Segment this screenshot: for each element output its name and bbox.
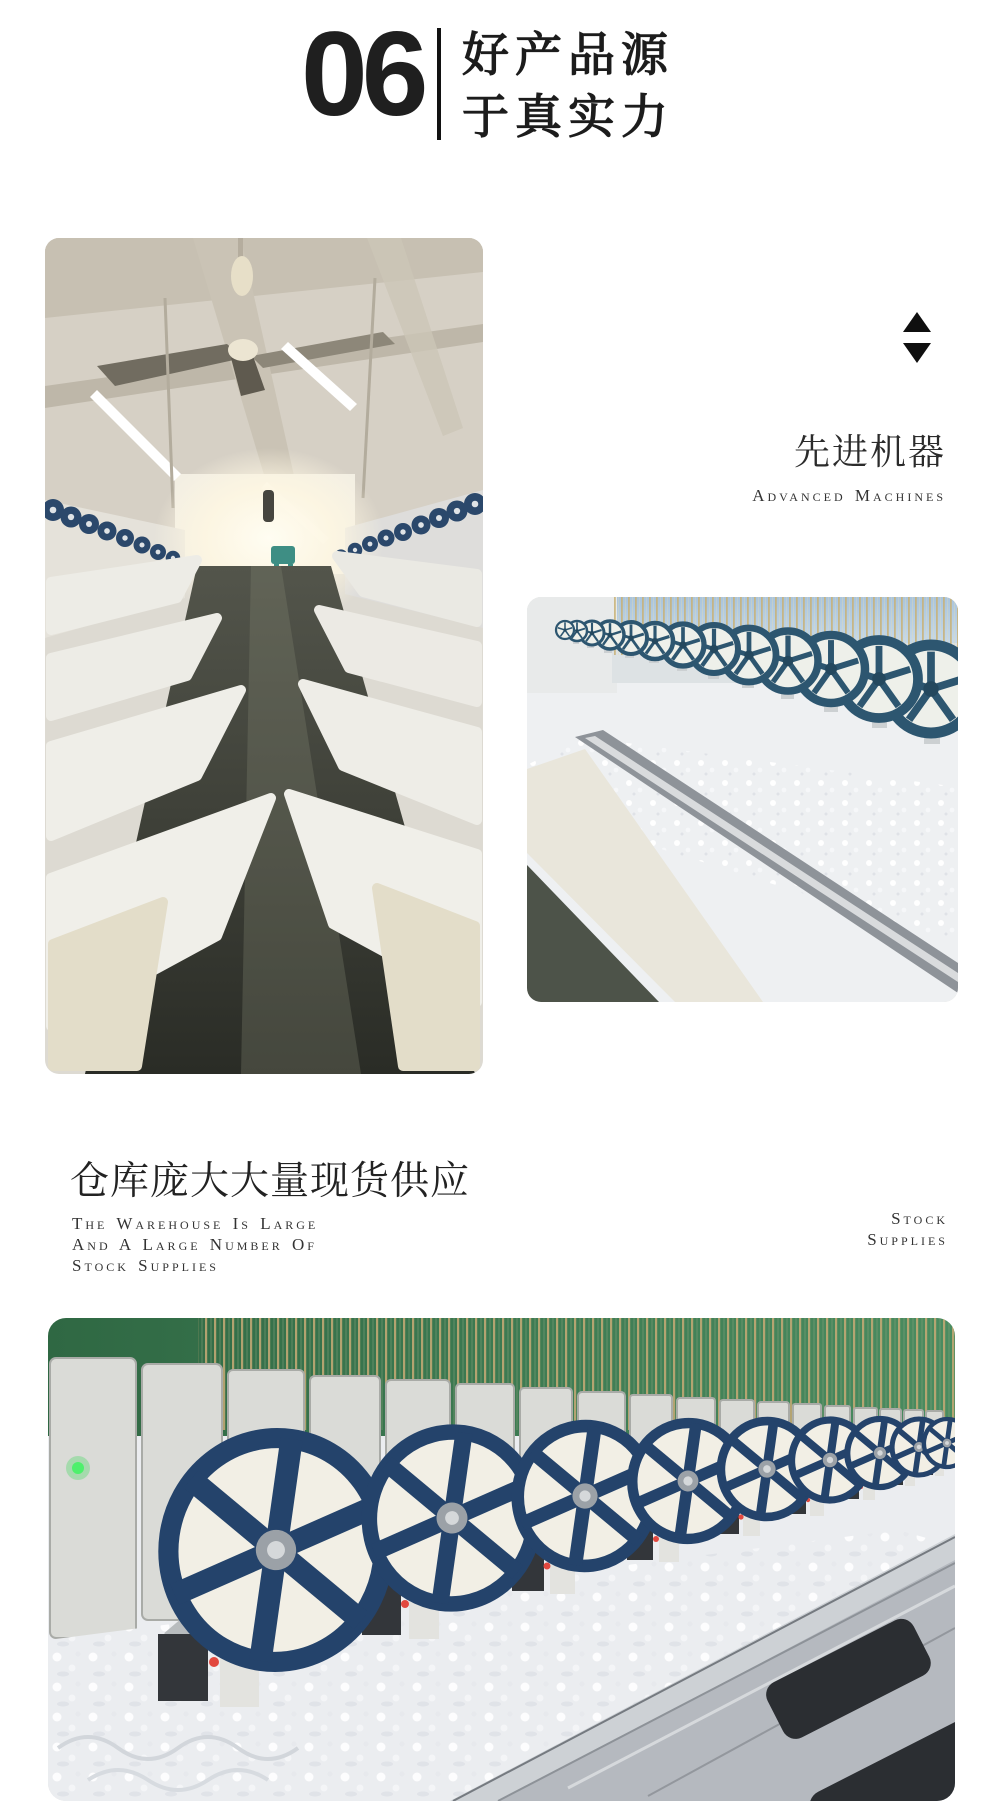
warehouse-machines-art (48, 1318, 955, 1801)
stock-subtitle (72, 1213, 318, 1276)
stock-side-line2: Supplies (867, 1230, 948, 1249)
header-divider (437, 28, 441, 140)
embroidery-machine-row-photo (527, 597, 958, 1002)
advanced-machines-subtitle: Advanced Machines (752, 486, 946, 505)
stock-heading: 仓库庞大大量现货供应 (70, 1160, 471, 1203)
advanced-machines-label-block (752, 424, 946, 506)
stock-side-label (867, 1208, 948, 1250)
green-led (72, 1462, 84, 1474)
worker-silhouette (263, 490, 274, 522)
stock-subtitle-line3: Stock Supplies (72, 1256, 219, 1275)
machine-row-art (527, 597, 958, 1002)
stock-subtitle-line1: The Warehouse Is Large (72, 1214, 319, 1233)
page-title-line2: 于真实力 (462, 90, 674, 143)
stock-subtitle-line2: And A Large Number Of (72, 1235, 317, 1254)
advanced-machines-title: 先进机器 (793, 431, 946, 472)
warehouse-stock-machines-photo (48, 1318, 955, 1801)
page-title-line1: 好产品源 (462, 28, 674, 81)
page-title (462, 24, 674, 148)
section-index-number: 06 (301, 7, 423, 141)
up-down-triangles-icon (903, 312, 931, 364)
stock-side-line1: Stock (891, 1209, 948, 1228)
factory-aisle-photo (45, 238, 483, 1074)
factory-aisle-art (45, 238, 483, 1074)
